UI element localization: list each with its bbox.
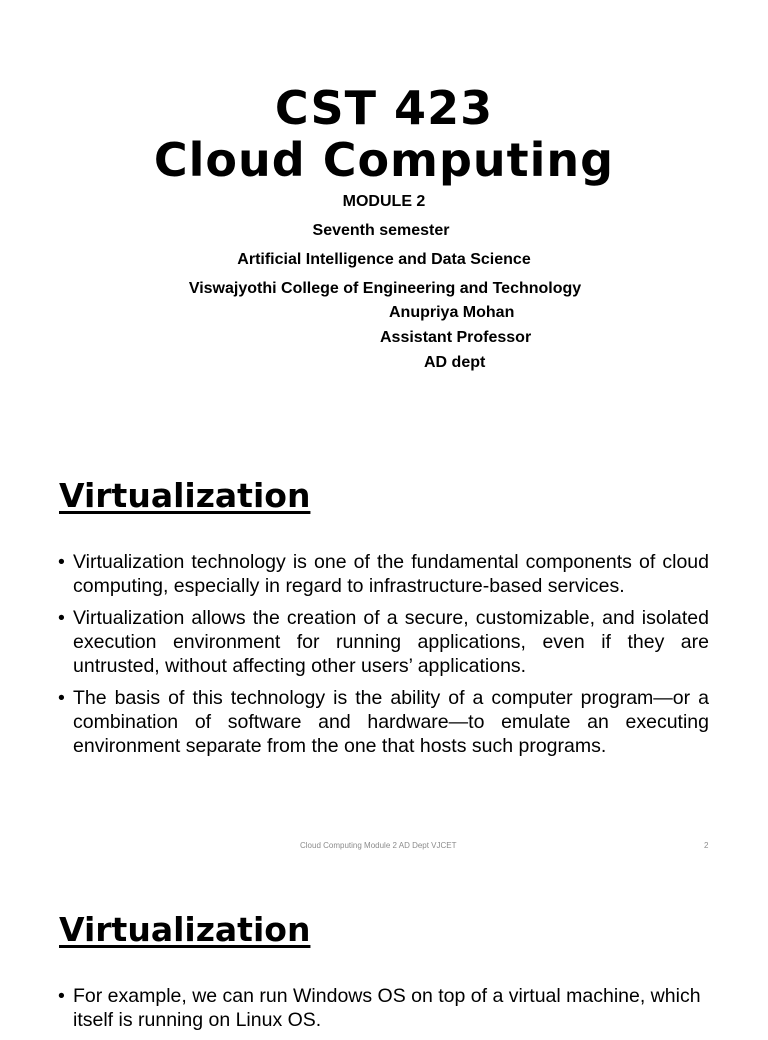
list-item [58,686,709,758]
author-name: Anupriya Mohan [389,304,515,321]
bullet-dot-icon: • [58,607,65,629]
semester-label: Seventh semester [312,222,450,239]
bullet-text: For example, we can run Windows OS on top of a virtual machine, which itself is running on Linux OS. [73,985,701,1031]
bullet-dot-icon: • [58,985,65,1007]
module-label: MODULE 2 [342,193,426,210]
author-designation: Assistant Professor [380,329,532,346]
college-label: Viswajyothi College of Engineering and Technology [188,280,582,297]
author-dept: AD dept [424,354,486,371]
bullet-dot-icon: • [58,551,65,573]
department-label: Artificial Intelligence and Data Science [237,251,531,268]
course-code: CST 423 [274,81,494,135]
list-item [58,984,709,1032]
slide-footer: Cloud Computing Module 2 AD Dept VJCET [300,841,457,850]
bullet-text: Virtualization technology is one of the fundamental components of cloud computing, especially in regard to infrastructure-based services. [73,551,709,597]
course-title: Cloud Computing [153,133,615,187]
content-slide-2 [0,430,768,862]
title-slide [0,0,768,430]
list-item [58,606,709,678]
page-number: 2 [704,841,709,850]
slide-heading: Virtualization [59,476,311,515]
content-slide-3 [0,862,768,1031]
list-item [58,550,709,598]
bullet-text: Virtualization allows the creation of a secure, customizable, and isolated execution environment for running applications, even if they are untrusted, without affecting other users’ applications. [73,607,709,677]
bullet-text: The basis of this technology is the ability of a computer program—or a combination of software and hardware—to emulate an executing environment separate from the one that hosts such programs. [73,687,709,757]
bullet-dot-icon: • [58,687,65,709]
slide-heading: Virtualization [59,910,311,949]
bullet-list [58,984,709,1040]
bullet-list [58,550,709,766]
